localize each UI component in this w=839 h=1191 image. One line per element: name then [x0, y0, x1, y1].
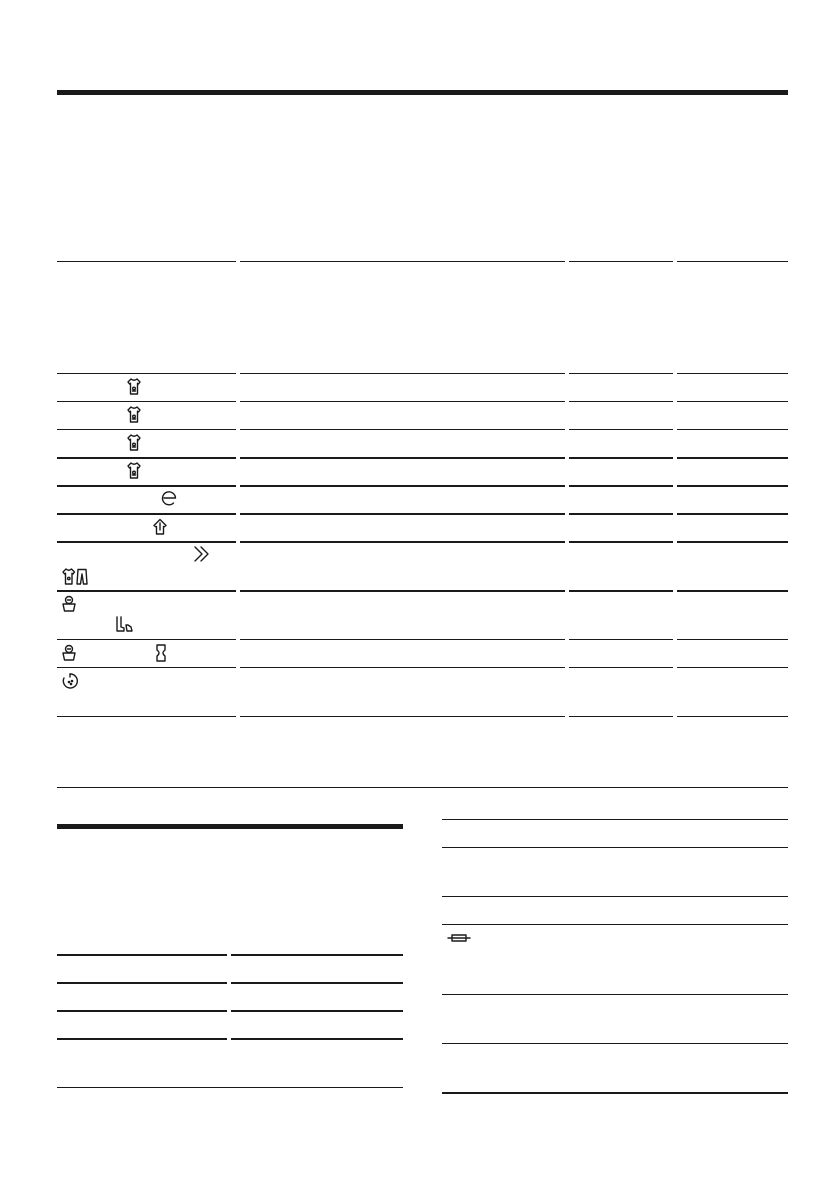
drum-clean-icon — [61, 595, 77, 613]
table-rule — [57, 401, 788, 402]
mixed-load-icon — [62, 568, 94, 586]
table-rule — [442, 819, 788, 820]
table-rule — [57, 513, 788, 515]
table-rule — [57, 590, 788, 592]
table-rule — [57, 261, 788, 262]
boots-icon — [114, 616, 134, 634]
table-rule — [57, 667, 788, 668]
towel-icon — [155, 644, 167, 662]
cotton-shirt-icon — [126, 434, 142, 452]
table-rule — [57, 1087, 403, 1088]
speed-chevrons-icon — [193, 545, 213, 563]
cotton-shirt-icon — [126, 406, 142, 424]
table-rule — [57, 457, 788, 459]
easy-care-shirt-icon — [152, 518, 168, 536]
column-gap — [236, 255, 240, 719]
cotton-shirt-icon — [126, 378, 142, 396]
table-rule — [57, 541, 788, 543]
table-rule — [57, 485, 788, 487]
table-rule — [57, 429, 788, 430]
column-gap — [565, 255, 569, 719]
table-rule — [442, 1092, 788, 1094]
table-rule — [442, 924, 788, 925]
table-rule — [57, 787, 788, 788]
eco-icon — [160, 490, 178, 508]
table-rule — [57, 373, 788, 374]
table-rule — [57, 716, 788, 717]
fuse-icon — [447, 933, 471, 943]
column-gap — [227, 950, 231, 1042]
section-heading-bar — [57, 824, 403, 829]
table-rule — [442, 896, 788, 897]
cotton-shirt-icon — [126, 462, 142, 480]
table-rule — [442, 1043, 788, 1044]
table-rule — [442, 847, 788, 848]
drum-clean-icon — [61, 644, 77, 662]
table-rule — [57, 639, 788, 640]
column-gap — [673, 255, 677, 719]
table-rule — [442, 994, 788, 995]
timer-icon — [61, 672, 79, 690]
section-heading-bar — [57, 90, 788, 95]
